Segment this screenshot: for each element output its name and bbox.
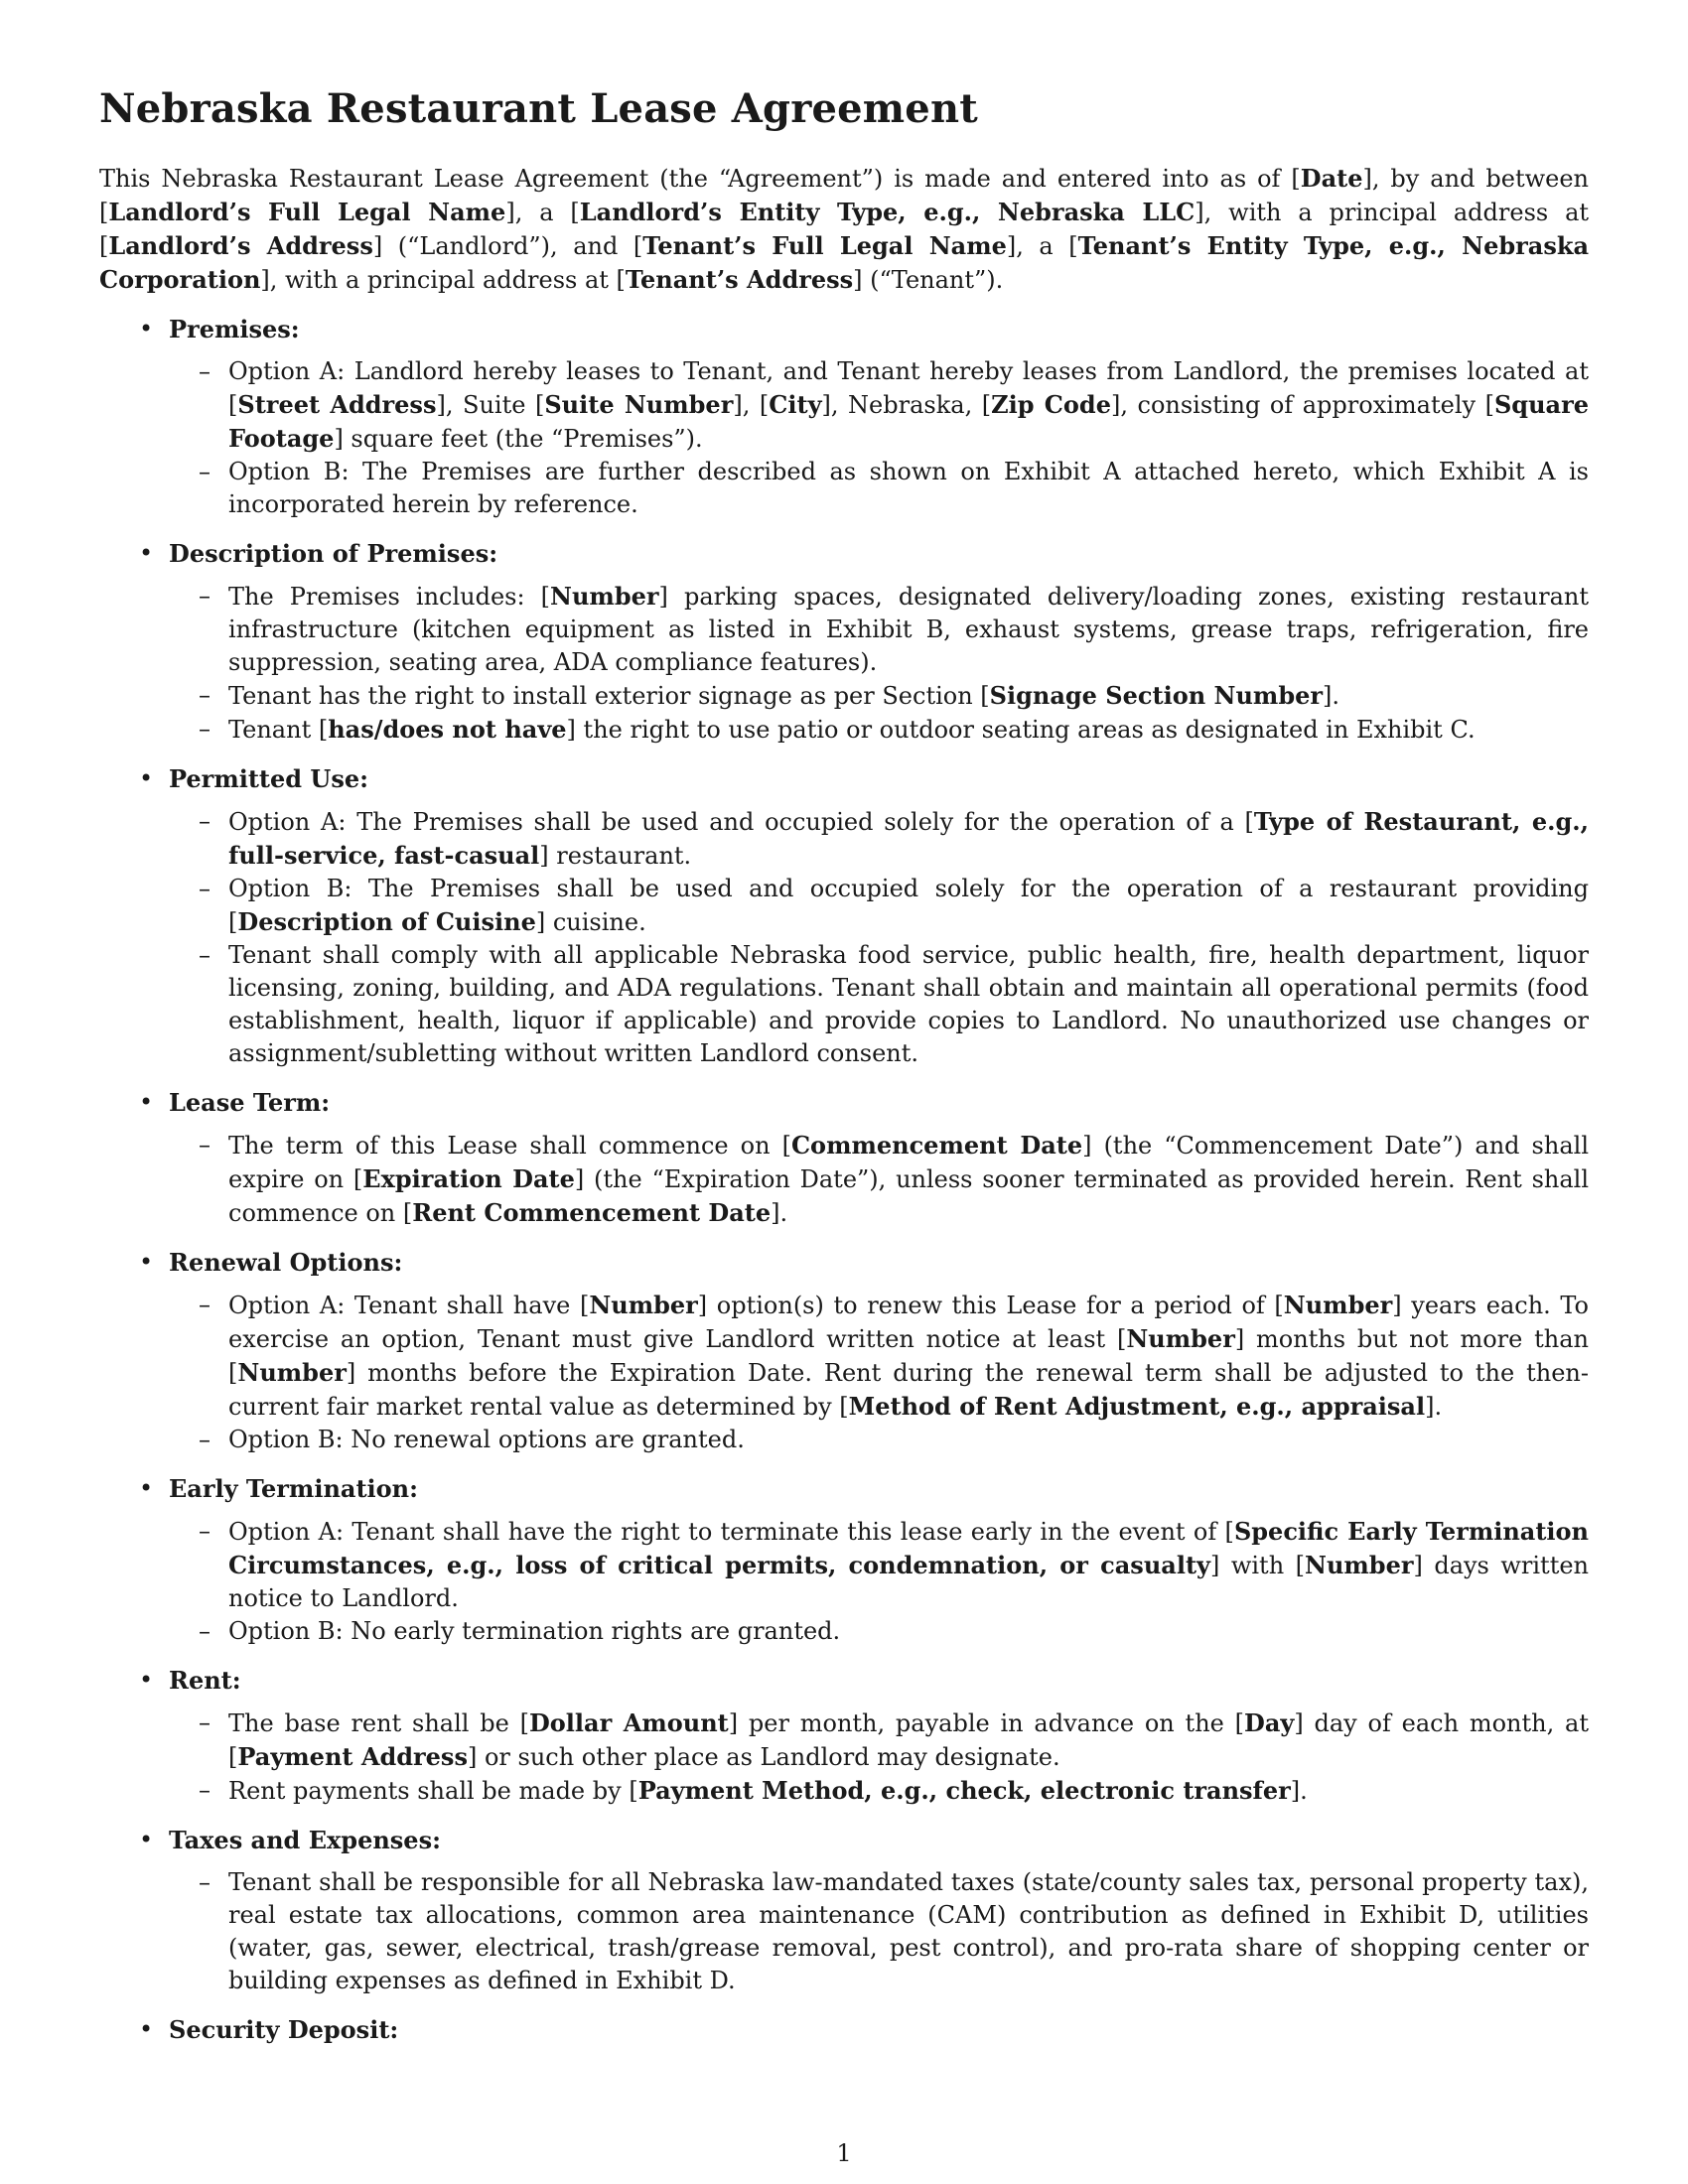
list-item: – The term of this Lease shall commence on [Commencement Date] (the “Commencement Date”) and shall expire on [Expiration Date] (the “Expiration Date”), unless sooner terminated as provided herein. Rent shall commence on [Rent Commencement Date]. — [199, 1131, 1590, 1227]
section-title: Rent: — [169, 1666, 241, 1695]
list-item: – Rent payments shall be made by [Payment Method, e.g., check, electronic transfer]. — [199, 1776, 1308, 1805]
section-title: Permitted Use: — [169, 764, 368, 793]
bullet-icon: • — [139, 764, 154, 792]
list-item: – Option A: Tenant shall have the right to terminate this lease early in the event of [Specific Early Termination Circumstances, e.g., loss of critical permits, condemnation, or casualty] with [Number] days written notice to Landlord. — [199, 1517, 1590, 1612]
list-item: – Option A: Landlord hereby leases to Tenant, and Tenant hereby leases from Landlord, the premises located at [Street Address], Suite [Suite Number], [City], Nebraska, [Zip Code], consisting of approximately [Square Footage] square feet (the “Premises”). — [199, 357, 1589, 453]
list-item: – Tenant shall comply with all applicable Nebraska food service, public health, fire, health department, liquor licensing, zoning, building, and ADA regulations. Tenant shall obtain and maintain all operational permits (food establishment, health, liquor if applicable) and provide copies to Landlord. No unauthorized use changes or assignment/subletting without written Landlord consent. — [199, 941, 1589, 1067]
intro-paragraph: This Nebraska Restaurant Lease Agreement (the “Agreement”) is made and entered into as of [Date], by and between [Landlord’s Full Legal Name], a [Landlord’s Entity Type, e.g., Nebraska LLC], with a principal address at [Landlord’s Address] (“Landlord”), and [Tenant’s Full Legal Name], a [Tenant’s Entity Type, e.g., Nebraska Corporation], with a principal address at [Tenant’s Address] (“Tenant”). — [99, 164, 1590, 294]
list-item: – The Premises includes: [Number] parking spaces, designated delivery/loading zones, existing restaurant infrastructure (kitchen equipment as listed in Exhibit B, exhaust systems, grease traps, refrigeration, fire suppression, seating area, ADA compliance features). — [199, 582, 1590, 676]
page-number: 1 — [836, 2139, 852, 2167]
section-title: Renewal Options: — [169, 1248, 403, 1277]
section-early-termination — [99, 1472, 1589, 1648]
section-title: Premises: — [169, 315, 300, 343]
list-item: – Tenant [has/does not have] the right to use patio or outdoor seating areas as designated in Exhibit C. — [199, 715, 1476, 744]
section-taxes-and-expenses — [99, 1824, 1589, 1997]
bullet-icon: • — [139, 539, 154, 567]
document-page — [99, 85, 1589, 2062]
section-premises — [99, 313, 1589, 521]
section-security-deposit — [99, 2013, 1589, 2046]
section-title: Security Deposit: — [169, 2015, 399, 2044]
bullet-icon: • — [139, 1826, 154, 1853]
bullet-icon: • — [139, 1474, 154, 1502]
lease-sections — [99, 313, 1589, 2046]
section-rent — [99, 1664, 1589, 1808]
section-permitted-use — [99, 762, 1589, 1070]
list-item: – Option B: The Premises are further described as shown on Exhibit A attached hereto, which Exhibit A is incorporated herein by reference. — [199, 458, 1589, 518]
bullet-icon: • — [139, 1248, 154, 1276]
list-item: – Tenant shall be responsible for all Nebraska law-mandated taxes (state/county sales tax, personal property tax), real estate tax allocations, common area maintenance (CAM) contribution as defined in Exhibit D, utilities (water, gas, sewer, electrical, trash/grease removal, pest control), and pro-rata share of shopping center or building expenses as defined in Exhibit D. — [199, 1868, 1589, 1994]
list-item: – Tenant has the right to install exterior signage as per Section [Signage Section Number]. — [199, 681, 1340, 710]
section-lease-term — [99, 1086, 1589, 1230]
list-item: – Option B: The Premises shall be used and occupied solely for the operation of a restaurant providing [Description of Cuisine] cuisine. — [199, 875, 1589, 936]
list-item: – Option B: No renewal options are granted. — [199, 1426, 745, 1453]
section-title: Lease Term: — [169, 1088, 331, 1117]
document-title: Nebraska Restaurant Lease Agreement — [99, 85, 978, 132]
list-item: – The base rent shall be [Dollar Amount] per month, payable in advance on the [Day] day of each month, at [Payment Address] or such other place as Landlord may designate. — [199, 1708, 1589, 1771]
section-title: Early Termination: — [169, 1474, 418, 1503]
section-title: Taxes and Expenses: — [169, 1826, 441, 1854]
bullet-icon: • — [139, 315, 154, 342]
section-renewal-options — [99, 1246, 1589, 1456]
bullet-icon: • — [139, 2015, 154, 2043]
list-item: – Option A: Tenant shall have [Number] option(s) to renew this Lease for a period of [Number] years each. To exercise an option, Tenant must give Landlord written notice at least [Number] months but not more than [Number] months before the Expiration Date. Rent during the renewal term shall be adjusted to the then-current fair market rental value as determined by [Method of Rent Adjustment, e.g., appraisal]. — [199, 1291, 1589, 1421]
list-item: – Option A: The Premises shall be used and occupied solely for the operation of a [Type of Restaurant, e.g., full-service, fast-casual] restaurant. — [199, 807, 1589, 870]
bullet-icon: • — [139, 1666, 154, 1694]
bullet-icon: • — [139, 1088, 154, 1116]
section-title: Description of Premises: — [169, 539, 498, 568]
list-item: – Option B: No early termination rights are granted. — [199, 1617, 841, 1645]
section-description-of-premises — [99, 537, 1589, 747]
